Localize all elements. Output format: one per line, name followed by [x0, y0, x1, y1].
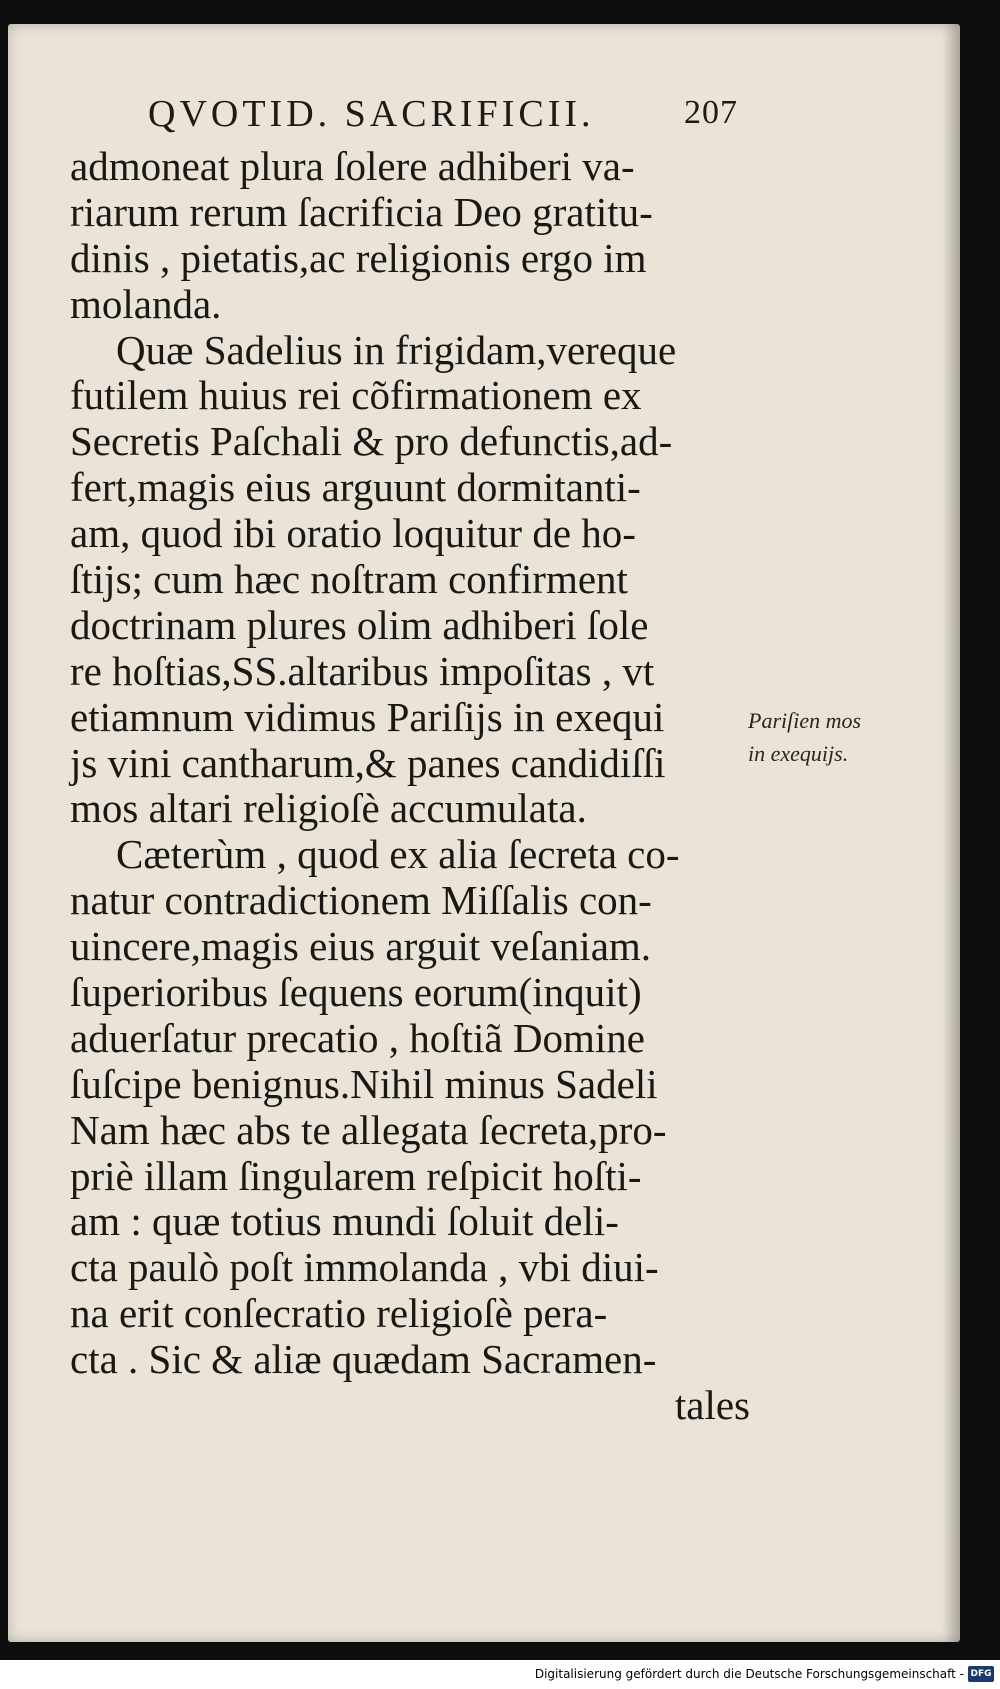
text-line: ſtijs; cum hæc noſtram confirment [70, 556, 628, 603]
text-line: futilem huius rei cõfirmationem ex [70, 372, 642, 419]
text-line: ſuperioribus ſequens eorum(inquit) [70, 969, 642, 1016]
paragraph [70, 144, 750, 328]
text-line: molanda. [70, 280, 222, 327]
text-line: uincere,magis eius arguit veſaniam. [70, 923, 652, 970]
text-line: fert,magis eius arguunt dormitanti- [70, 464, 641, 511]
text-line: Secretis Paſchali & pro defunctis,ad- [70, 418, 673, 465]
text-line: cta paulò poſt immolanda , vbi diui- [70, 1244, 659, 1291]
footer-bar [0, 1660, 1000, 1689]
marginal-note-line: Pariſien mos [748, 708, 862, 733]
text-line: Quæ Sadelius in frigidam,vereque [116, 326, 677, 373]
text-line: am, quod ibi oratio loquitur de ho- [70, 510, 636, 557]
text-line: Cæterùm , quod ex alia ſecreta co- [116, 831, 680, 878]
text-line: admoneat plura ſolere adhiberi va- [70, 143, 635, 189]
text-line: etiamnum vidimus Pariſijs in exequi [70, 693, 665, 740]
text-line: cta . Sic & aliæ quædam Sacramen- [70, 1336, 657, 1383]
marginal-note-line: in exequijs. [748, 741, 849, 766]
text-line: re hoſtias,SS.altaribus impoſitas , vt [70, 647, 655, 694]
text-line: doctrinam plures olim adhiberi ſole [70, 601, 649, 648]
funding-credit: Digitalisierung gefördert durch die Deutsche Forschungsgemeinschaft - [534, 1667, 964, 1681]
catchword: tales [674, 1382, 750, 1429]
paragraph [70, 328, 750, 833]
dfg-logo: DFG [968, 1666, 994, 1682]
text-line: js vini cantharum,& panes candidiſſi [70, 739, 666, 786]
main-text [70, 144, 750, 1429]
paragraph [70, 832, 750, 1383]
text-line: Nam hæc abs te allegata ſecreta,pro- [70, 1106, 667, 1153]
text-line: priè illam ſingularem reſpicit hoſti- [70, 1152, 642, 1199]
text-line: aduerſatur precatio , hoſtiã Domine [70, 1014, 645, 1061]
text-line: na erit conſecratio religioſè pera- [70, 1290, 608, 1337]
running-head [148, 84, 738, 144]
marginal-note [748, 704, 918, 770]
text-line: dinis , pietatis,ac religionis ergo im [70, 234, 647, 281]
text-line: riarum rerum ſacrificia Deo gratitu- [70, 188, 653, 235]
text-line: mos altari religioſè accumulata. [70, 785, 587, 832]
text-line: ſuſcipe benignus.Nihil minus Sadeli [70, 1060, 658, 1107]
text-line: natur contradictionem Miſſalis con- [70, 877, 652, 924]
running-head-title: QVOTID. SACRIFICII. [148, 93, 595, 135]
page-number: 207 [684, 94, 738, 131]
text-line: am : quæ totius mundi ſoluit deli- [70, 1198, 619, 1245]
